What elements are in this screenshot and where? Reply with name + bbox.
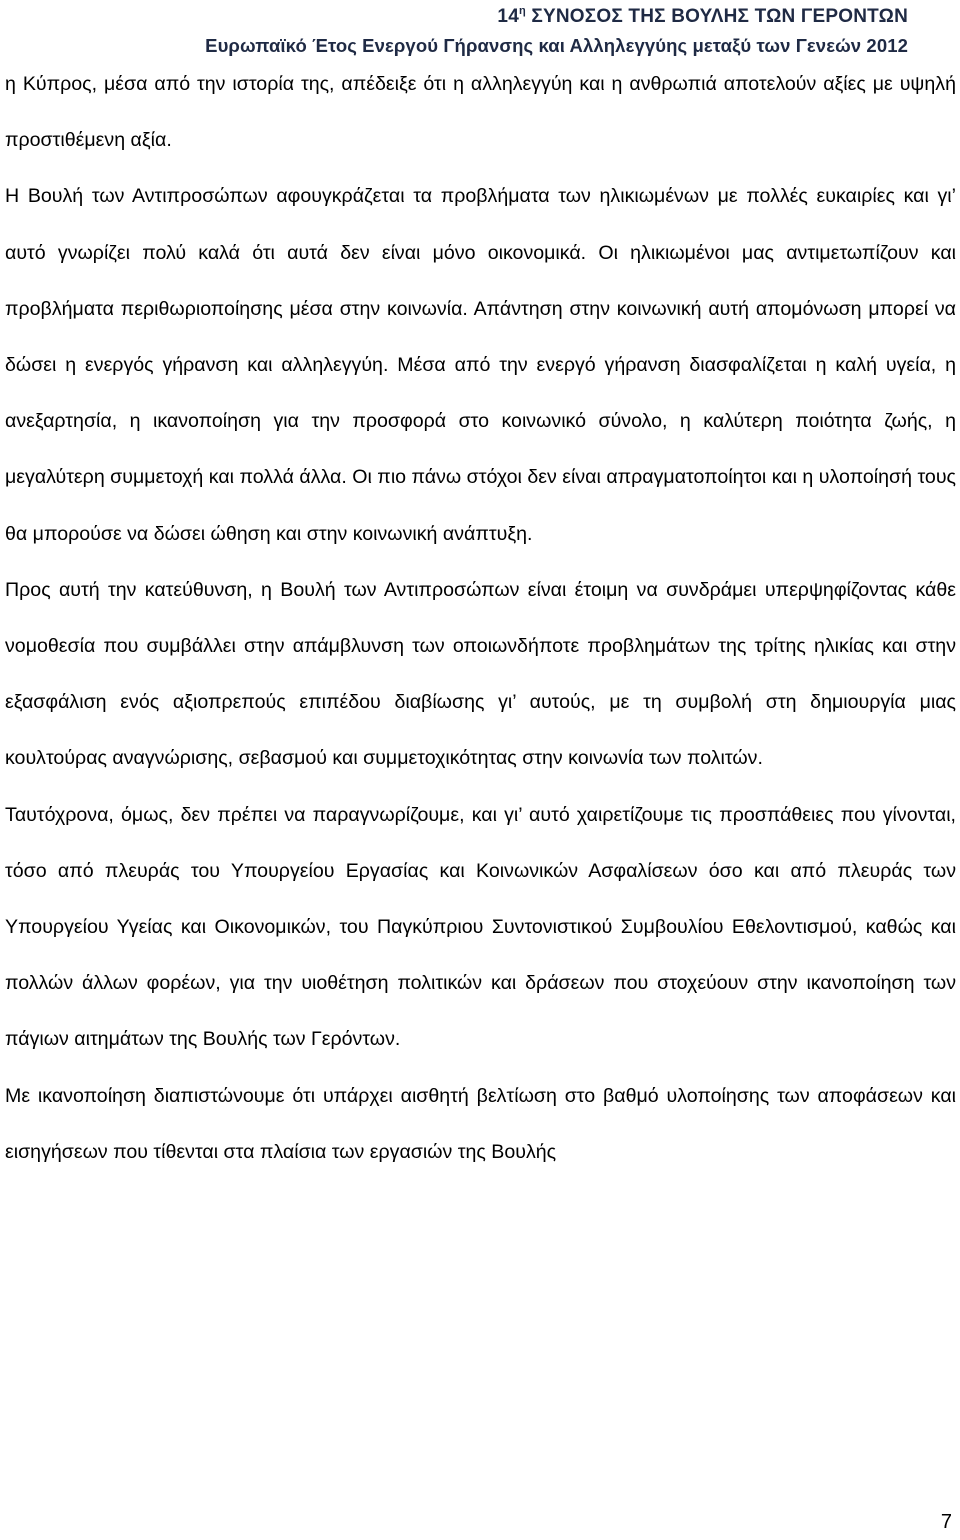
header-title [205, 2, 908, 31]
header-subtitle: Ευρωπαϊκό Έτος Ενεργού Γήρανσης και Αλληλεγγύης μεταξύ των Γενεών 2012 [205, 35, 908, 56]
page-number: 7 [940, 1511, 952, 1533]
paragraph: η Κύπρος, μέσα από την ιστορία της, απέδειξε ότι η αλληλεγγύη και η ανθρωπιά αποτελούν αξίες με υψηλή προστιθέμενη αξία. [5, 73, 956, 152]
header-ordinal-suffix: η [518, 5, 526, 17]
paragraph: Προς αυτή την κατεύθυνση, η Βουλή των Αντιπροσώπων είναι έτοιμη να συνδράμει υπερψηφίζοντας κάθε νομοθεσία που συμβάλλει στην απάμβλυνση των οποιωνδήποτε προβλημάτων της τρίτης ηλικίας και στην εξασφάλιση ενός αξιοπρεπούς επιπέδου διαβίωσης γι’ αυτούς, με τη συμβολή στη δημιουργία μιας κουλτούρας αναγνώρισης, σεβασμού και συμμετοχικότητας στην κοινωνία των πολιτών. [5, 578, 956, 770]
header-ordinal: 14 [497, 6, 519, 27]
paragraph: Η Βουλή των Αντιπροσώπων αφουγκράζεται τα προβλήματα των ηλικιωμένων με πολλές ευκαιρίες και γι’ αυτό γνωρίζει πολύ καλά ότι αυτά δεν είναι μόνο οικονομικά. Οι ηλικιωμένοι μας αντιμετωπίζουν και προβλήματα περιθωριοποίησης μέσα στην κοινωνία. Απάντηση στην κοινωνική αυτή απομόνωση μπορεί να δώσει η ενεργός γήρανση και αλληλεγγύη. Μέσα από την ενεργό γήρανση διασφαλίζεται η καλή υγεία, η ανεξαρτησία, η ικανοποίηση για την προσφορά στο κοινωνικό σύνολο, η καλύτερη ποιότητα ζωής, η μεγαλύτερη συμμετοχή και πολλά άλλα. Οι πιο πάνω στόχοι δεν είναι απραγματοποίητοι και η υλοποίησή τους θα μπορούσε να δώσει ώθηση και στην κοινωνική ανάπτυξη. [5, 185, 956, 545]
header-title-text: ΣΥΝΟΣΟΣ ΤΗΣ ΒΟΥΛΗΣ ΤΩΝ ΓΕΡΟΝΤΩΝ [525, 6, 908, 27]
document-body [5, 56, 956, 1180]
paragraph: Με ικανοποίηση διαπιστώνουμε ότι υπάρχει αισθητή βελτίωση στο βαθμό υλοποίησης των αποφάσεων και εισηγήσεων που τίθενται στα πλαίσια των εργασιών της Βουλής [5, 1084, 956, 1163]
paragraph: Ταυτόχρονα, όμως, δεν πρέπει να παραγνωρίζουμε, και γι’ αυτό χαιρετίζουμε τις προσπάθειες που γίνονται, τόσο από πλευράς του Υπουργείου Εργασίας και Κοινωνικών Ασφαλίσεων όσο και από πλευράς των Υπουργείου Υγείας και Οικονομικών, του Παγκύπριου Συντονιστικού Συμβουλίου Εθελοντισμού, καθώς και πολλών άλλων φορέων, για την υιοθέτηση πολιτικών και δράσεων που στοχεύουν στην ικανοποίηση των πάγιων αιτημάτων της Βουλής των Γερόντων. [5, 803, 956, 1051]
page-header [205, 2, 908, 60]
